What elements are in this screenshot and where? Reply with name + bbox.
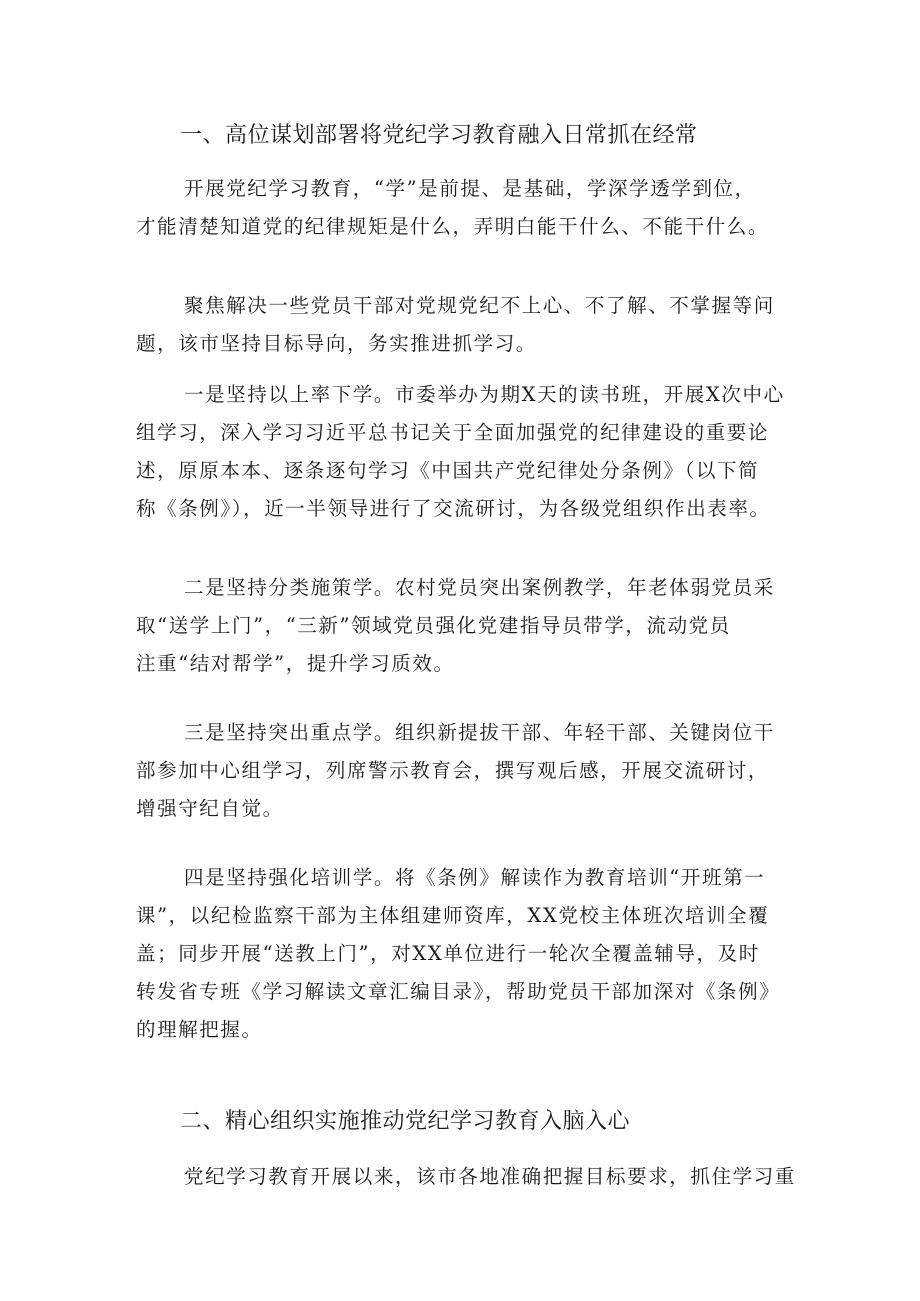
paragraph-5 bbox=[136, 714, 796, 828]
paragraph-4-line-3: 注重“结对帮学”，提升学习质效。 bbox=[136, 652, 455, 675]
paragraph-6-line-4: 转发省专班《学习解读文章汇编目录》，帮助党员干部加深对《条例》 bbox=[136, 980, 781, 1003]
paragraph-5-line-1: 三是坚持突出重点学。组织新提拔干部、年轻干部、关键岗位干 bbox=[184, 721, 775, 744]
paragraph-2-line-2: 题，该市坚持目标导向，务实推进抓学习。 bbox=[136, 332, 537, 355]
paragraph-3-line-3: 述，原原本本、逐条逐句学习《中国共产党纪律处分条例》（以下简 bbox=[136, 459, 760, 482]
paragraph-4 bbox=[136, 569, 796, 683]
paragraph-3-line-1: 一是坚持以上率下学。市委举办为期X天的读书班，开展X次中心 bbox=[184, 383, 785, 406]
paragraph-6-line-2: 课”，以纪检监察干部为主体组建师资库，XX党校主体班次培训全覆 bbox=[136, 904, 770, 927]
paragraph-7 bbox=[136, 1158, 796, 1196]
paragraph-4-line-1: 二是坚持分类施策学。农村党员突出案例教学，年老体弱党员采 bbox=[184, 576, 775, 599]
section-1-heading: 一、高位谋划部署将党纪学习教育融入日常抓在经常 bbox=[180, 123, 698, 148]
paragraph-2 bbox=[136, 287, 796, 363]
paragraph-3-line-2: 组学习，深入学习习近平总书记关于全面加强党的纪律建设的重要论 bbox=[136, 421, 770, 444]
paragraph-6-line-3: 盖；同步开展“送教上门”，对XX单位进行一轮次全覆盖辅导，及时 bbox=[136, 942, 760, 965]
paragraph-2-line-1: 聚焦解决一些党员干部对党规党纪不上心、不了解、不掌握等问 bbox=[184, 294, 775, 317]
paragraph-5-line-2: 部参加中心组学习，列席警示教育会，撰写观后感，开展交流研讨， bbox=[136, 759, 770, 782]
paragraph-1-line-2: 才能清楚知道党的纪律规矩是什么，弄明白能干什么、不能干什么。 bbox=[136, 215, 770, 238]
paragraph-6-line-5: 的理解把握。 bbox=[136, 1018, 263, 1041]
section-2-heading: 二、精心组织实施推动党纪学习教育入脑入心 bbox=[180, 1109, 631, 1134]
paragraph-6 bbox=[136, 859, 796, 1049]
paragraph-3 bbox=[136, 376, 796, 528]
paragraph-1-line-1: 开展党纪学习教育，“学”是前提、是基础，学深学透学到位， bbox=[184, 177, 756, 200]
paragraph-1 bbox=[136, 170, 796, 246]
paragraph-4-line-2: 取“送学上门”，“三新”领域党员强化党建指导员带学，流动党员 bbox=[136, 614, 731, 637]
paragraph-3-line-4: 称《条例》），近一半领导进行了交流研讨，为各级党组织作出表率。 bbox=[136, 497, 771, 520]
paragraph-5-line-3: 增强守纪自觉。 bbox=[136, 797, 284, 820]
paragraph-6-line-1: 四是坚持强化培训学。将《条例》解读作为教育培训“开班第一 bbox=[184, 866, 766, 889]
paragraph-7-line-1: 党纪学习教育开展以来，该市各地准确把握目标要求，抓住学习重 bbox=[184, 1165, 796, 1188]
